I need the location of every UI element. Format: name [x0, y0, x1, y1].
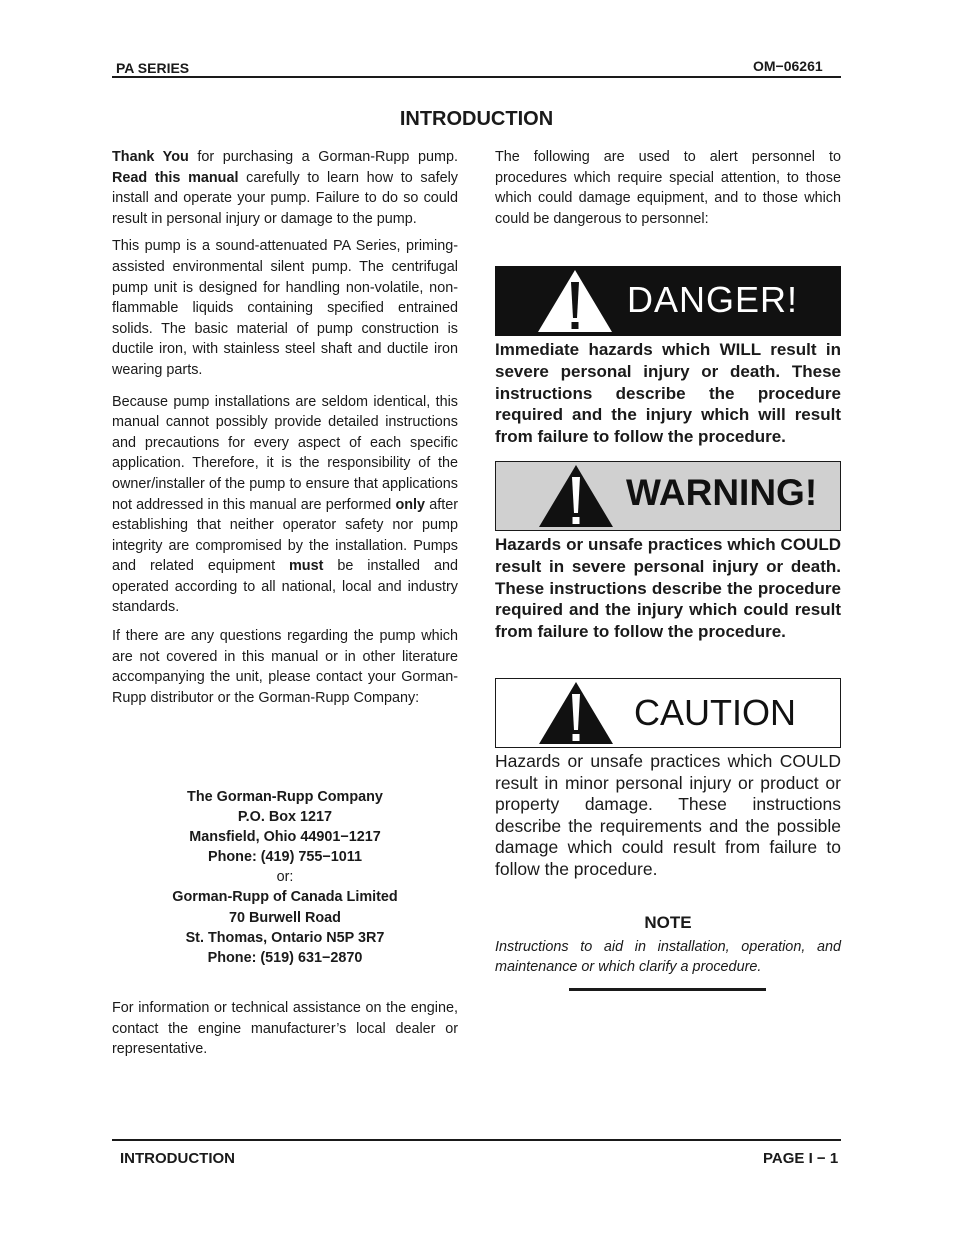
p1-text1: for purchasing a Gorman-Rupp pump.: [188, 149, 458, 165]
left-column-bottom: [112, 998, 458, 1060]
warning-banner: [495, 461, 841, 531]
footer-page-number: PAGE I − 1: [763, 1150, 839, 1167]
address-canada-street: 70 Burwell Road: [229, 909, 341, 926]
note-description: Instructions to aid in installation, operation, and maintenance or which clarify a procedure.: [495, 939, 841, 976]
read-manual-bold: Read this manual: [112, 169, 239, 186]
address-po-box: P.O. Box 1217: [237, 809, 333, 826]
address-canada-company: Gorman-Rupp of Canada Limited: [172, 889, 398, 906]
header-rule: [112, 76, 841, 78]
page-title: INTRODUCTION: [399, 108, 554, 130]
caution-description: Hazards or unsafe practices which COULD result in minor personal injury or product or property damage. These instructions describe the requirements and the possible damage which could result from failure to follow the procedure.: [495, 751, 841, 879]
paragraph-installations: [112, 392, 458, 619]
address-canada-phone: Phone: (519) 631−2870: [207, 949, 363, 966]
p3-text1: Because pump installations are seldom identical, this manual cannot possibly provide detailed instructions and precautions for every aspect of each specific application. Therefore, it is the responsibility of the owner/installer of the pump to ensure that applications not addressed in this manual are performed: [112, 393, 458, 513]
paragraph-thank-you: [112, 147, 458, 229]
header-series: PA SERIES: [116, 60, 190, 76]
danger-banner: [495, 266, 841, 336]
must-bold: must: [289, 558, 324, 575]
p1-text2: carefully to learn how to safely install and operate your pump. Failure to do so could result in personal injury or damage to the pump.: [112, 169, 458, 227]
note-end-rule: [569, 988, 766, 991]
paragraph-questions: If there are any questions regarding the pump which are not covered in this manual or in other literature accompanying the unit, please contact your Gorman-Rupp distributor or the Gorman-Rupp Company:: [112, 628, 458, 706]
only-bold: only: [395, 496, 426, 513]
thank-you-bold: Thank You: [112, 149, 189, 165]
warning-label: WARNING!: [626, 472, 818, 513]
warning-description: Hazards or unsafe practices which COULD result in severe personal injury or death. These instructions describe the procedure required and the injury which could result from failure to follow the procedure.: [495, 535, 841, 642]
address-or: or:: [276, 869, 294, 886]
header-doc-number: OM−06261: [753, 58, 823, 74]
left-column: [112, 147, 458, 708]
caution-label: CAUTION: [634, 692, 796, 733]
footer-rule: [112, 1139, 841, 1141]
footer-section: INTRODUCTION: [120, 1150, 235, 1167]
address-phone: Phone: (419) 755−1011: [208, 849, 362, 866]
address-canada-city: St. Thomas, Ontario N5P 3R7: [185, 929, 385, 946]
right-column-intro: [495, 147, 841, 229]
danger-warning-triangle-icon: [535, 268, 615, 334]
address-city: Mansfield, Ohio 44901−1217: [189, 829, 381, 846]
paragraph-alerts-intro: The following are used to alert personnel to procedures which require special attention, to those which could damage equipment, and to those which could be dangerous to personnel:: [495, 149, 841, 227]
paragraph-engine-assistance: For information or technical assistance on the engine, contact the engine manufacturer’s local dealer or representative.: [112, 1000, 458, 1058]
p3-text3: be installed and operated according to all national, local and industry standards.: [112, 558, 458, 616]
danger-description: Immediate hazards which WILL result in severe personal injury or death. These instructions describe the procedure required and the injury which will result from failure to follow the procedure.: [495, 340, 841, 447]
danger-label: DANGER!: [627, 279, 799, 320]
paragraph-pump-description: This pump is a sound-attenuated PA Series, priming-assisted environmental silent pump. The centrifugal pump unit is designed for handling non-volatile, non-flammable liquids containing specified entrained solids. The basic material of pump construction is ductile iron, with stainless steel shaft and ductile iron wearing parts.: [112, 238, 458, 378]
caution-banner: [495, 678, 841, 748]
contact-address: [112, 787, 458, 968]
p3-text2: after establishing that neither operator safety nor pump integrity are compromised by the installation. Pumps and related equipment: [112, 496, 459, 575]
note-title: NOTE: [644, 913, 692, 932]
address-company: The Gorman-Rupp Company: [187, 789, 383, 805]
warning-triangle-icon: [536, 463, 616, 529]
caution-triangle-icon: [536, 680, 616, 746]
